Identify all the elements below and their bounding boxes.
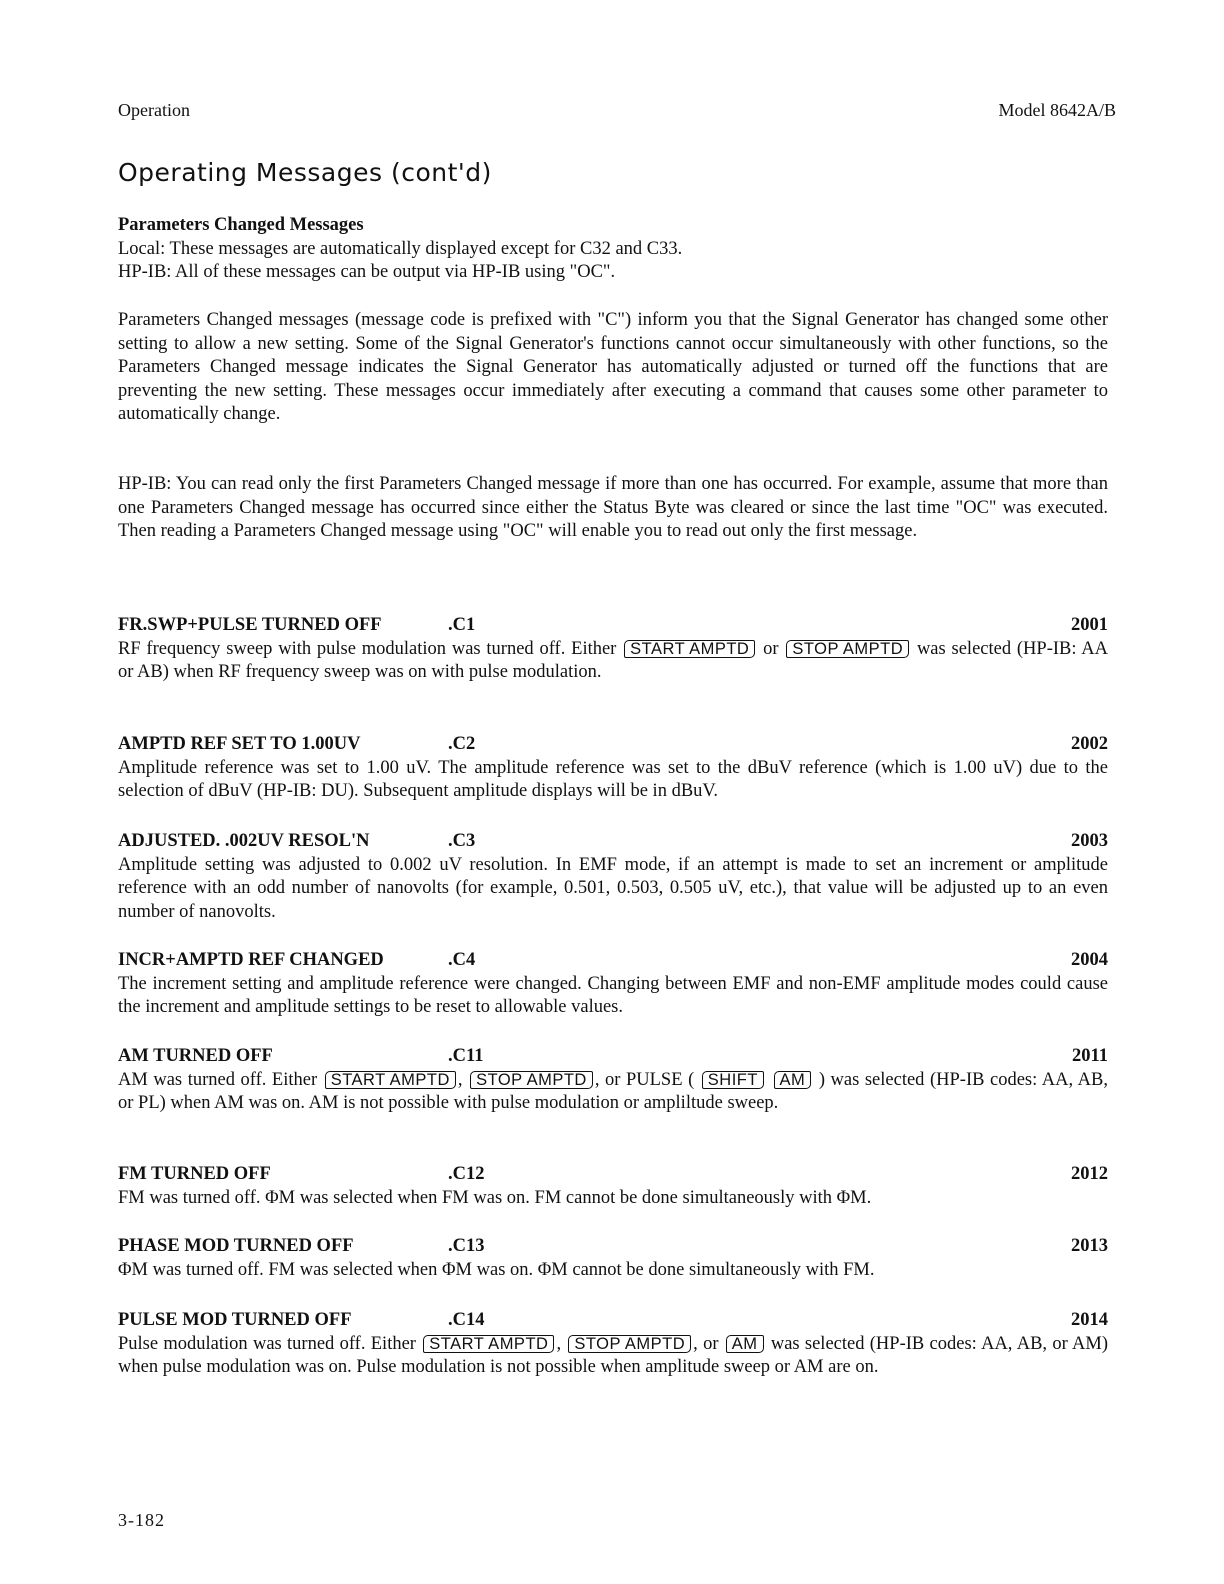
text-run: RF frequency sweep with pulse modulation was turned off. Either — [118, 638, 623, 659]
text-run: Pulse modulation was turned off. Either — [118, 1333, 422, 1354]
message-description — [118, 973, 1108, 1020]
hpib-note: HP-IB: All of these messages can be output via HP-IB using "OC". — [118, 262, 616, 283]
message-entry — [118, 614, 1108, 685]
message-entry — [118, 830, 1108, 924]
entry-heading — [118, 949, 1108, 973]
key-label: START AMPTD — [624, 640, 755, 658]
key-label: SHIFT — [702, 1071, 764, 1089]
message-number: 2002 — [1071, 734, 1108, 754]
message-description — [118, 854, 1108, 925]
message-number: 2003 — [1071, 831, 1108, 851]
message-name: FM TURNED OFF — [118, 1164, 271, 1184]
entry-heading — [118, 614, 1108, 638]
message-entry — [118, 733, 1108, 804]
entry-heading — [118, 830, 1108, 854]
message-number: 2001 — [1071, 615, 1108, 635]
section-subtitle: Parameters Changed Messages — [118, 215, 364, 235]
text-run: ) was selected (HP-IB codes: AA, AB, or PL) when AM was on. AM is not possible with pulse modulation or ampliltude sweep. — [118, 1069, 1109, 1114]
text-run: was selected (HP-IB codes: AA, AB, or AM) when pulse modulation was on. Pulse modulation is not possible when amplitude sweep or AM are on. — [118, 1333, 1108, 1378]
text-run: or — [757, 638, 785, 659]
message-description — [118, 638, 1108, 685]
message-description — [118, 1259, 1108, 1283]
message-code: .C13 — [448, 1236, 485, 1256]
key-label: STOP AMPTD — [568, 1335, 691, 1353]
message-number: 2014 — [1071, 1310, 1108, 1330]
message-name: AMPTD REF SET TO 1.00UV — [118, 734, 361, 754]
text-run: Amplitude reference was set to 1.00 uV. The amplitude reference was set to the dBuV reference (which is 1.00 uV) due to the selection of dBuV (HP-IB: DU). Subsequent amplitude displays will be in dBuV. — [118, 757, 1108, 802]
message-description — [118, 1187, 1108, 1211]
text-run — [766, 1070, 772, 1090]
entry-heading — [118, 1235, 1108, 1259]
message-code: .C1 — [448, 615, 476, 635]
message-description — [118, 1069, 1108, 1116]
message-code: .C12 — [448, 1164, 485, 1184]
message-name: AM TURNED OFF — [118, 1046, 273, 1066]
key-label: AM — [774, 1071, 812, 1089]
message-entry — [118, 949, 1108, 1020]
local-note: Local: These messages are automatically displayed except for C32 and C33. — [118, 238, 683, 259]
intro-paragraph-2: HP-IB: You can read only the first Parameters Changed message if more than one has occurred. For example, assume that more than one Parameters Changed message has occurred since either the Status Byte was cleared or since the last time "OC" was executed. Then reading a Parameters Changed message using "OC" will enable you to read out only the first message. — [118, 474, 1108, 542]
message-name: ADJUSTED. .002UV RESOL'N — [118, 831, 370, 851]
text-run: , — [457, 1069, 469, 1090]
message-name: INCR+AMPTD REF CHANGED — [118, 950, 384, 970]
message-entry — [118, 1045, 1108, 1116]
text-run: was selected (HP-IB: AA or AB) when RF frequency sweep was on with pulse modulation. — [118, 638, 1109, 683]
message-entry — [118, 1163, 1108, 1210]
key-label: STOP AMPTD — [470, 1071, 593, 1089]
message-entry — [118, 1309, 1108, 1380]
message-number: 2013 — [1071, 1236, 1108, 1256]
header-model: Model 8642A/B — [998, 100, 1116, 120]
page-title: Operating Messages (cont'd) — [118, 158, 492, 187]
message-entry — [118, 1235, 1108, 1282]
entry-heading — [118, 1309, 1108, 1333]
message-number: 2011 — [1072, 1046, 1108, 1066]
header-section: Operation — [118, 100, 190, 120]
text-run: ΦM was turned off. FM was selected when ΦM was on. ΦM cannot be done simultaneously with FM. — [118, 1259, 875, 1280]
message-description — [118, 757, 1108, 804]
entry-heading — [118, 733, 1108, 757]
message-code: .C2 — [448, 734, 476, 754]
key-label: STOP AMPTD — [786, 640, 909, 658]
text-run: Amplitude setting was adjusted to 0.002 uV resolution. In EMF mode, if an attempt is made to set an increment or amplitude reference with an odd number of nanovolts (for example, 0.501, 0.503, 0.505 uV, etc.), that value will be adjusted up to an even number of nanovolts. — [118, 854, 1108, 922]
text-run: , — [556, 1333, 567, 1354]
message-name: FR.SWP+PULSE TURNED OFF — [118, 615, 382, 635]
text-run: , or PULSE ( — [594, 1069, 700, 1090]
message-number: 2004 — [1071, 950, 1108, 970]
intro-section — [118, 214, 1108, 285]
text-run: AM was turned off. Either — [118, 1069, 323, 1090]
message-code: .C3 — [448, 831, 476, 851]
text-run: FM was turned off. ΦM was selected when FM was on. FM cannot be done simultaneously with ΦM. — [118, 1187, 872, 1208]
message-name: PULSE MOD TURNED OFF — [118, 1310, 352, 1330]
message-code: .C14 — [448, 1310, 485, 1330]
key-label: AM — [726, 1335, 764, 1353]
text-run: , or — [693, 1333, 724, 1354]
intro-paragraph-1: Parameters Changed messages (message code is prefixed with "C") inform you that the Signal Generator has changed some other setting to allow a new setting. Some of the Signal Generator's functions cannot occur simultaneously with other functions, so the Parameters Changed message indicates the Signal Generator has automatically adjusted or turned off the functions that are preventing the new setting. These messages occur immediately after executing a command that causes some other parameter to automatically change. — [118, 310, 1108, 425]
page-number: 3-182 — [118, 1510, 165, 1530]
message-code: .C11 — [448, 1046, 484, 1066]
message-name: PHASE MOD TURNED OFF — [118, 1236, 354, 1256]
key-label: START AMPTD — [325, 1071, 456, 1089]
message-code: .C4 — [448, 950, 476, 970]
key-label: START AMPTD — [423, 1335, 554, 1353]
message-number: 2012 — [1071, 1164, 1108, 1184]
entry-heading — [118, 1163, 1108, 1187]
message-description — [118, 1333, 1108, 1380]
entry-heading — [118, 1045, 1108, 1069]
text-run: The increment setting and amplitude reference were changed. Changing between EMF and non-EMF amplitude modes could cause the increment and amplitude settings to be reset to allowable values. — [118, 973, 1108, 1018]
